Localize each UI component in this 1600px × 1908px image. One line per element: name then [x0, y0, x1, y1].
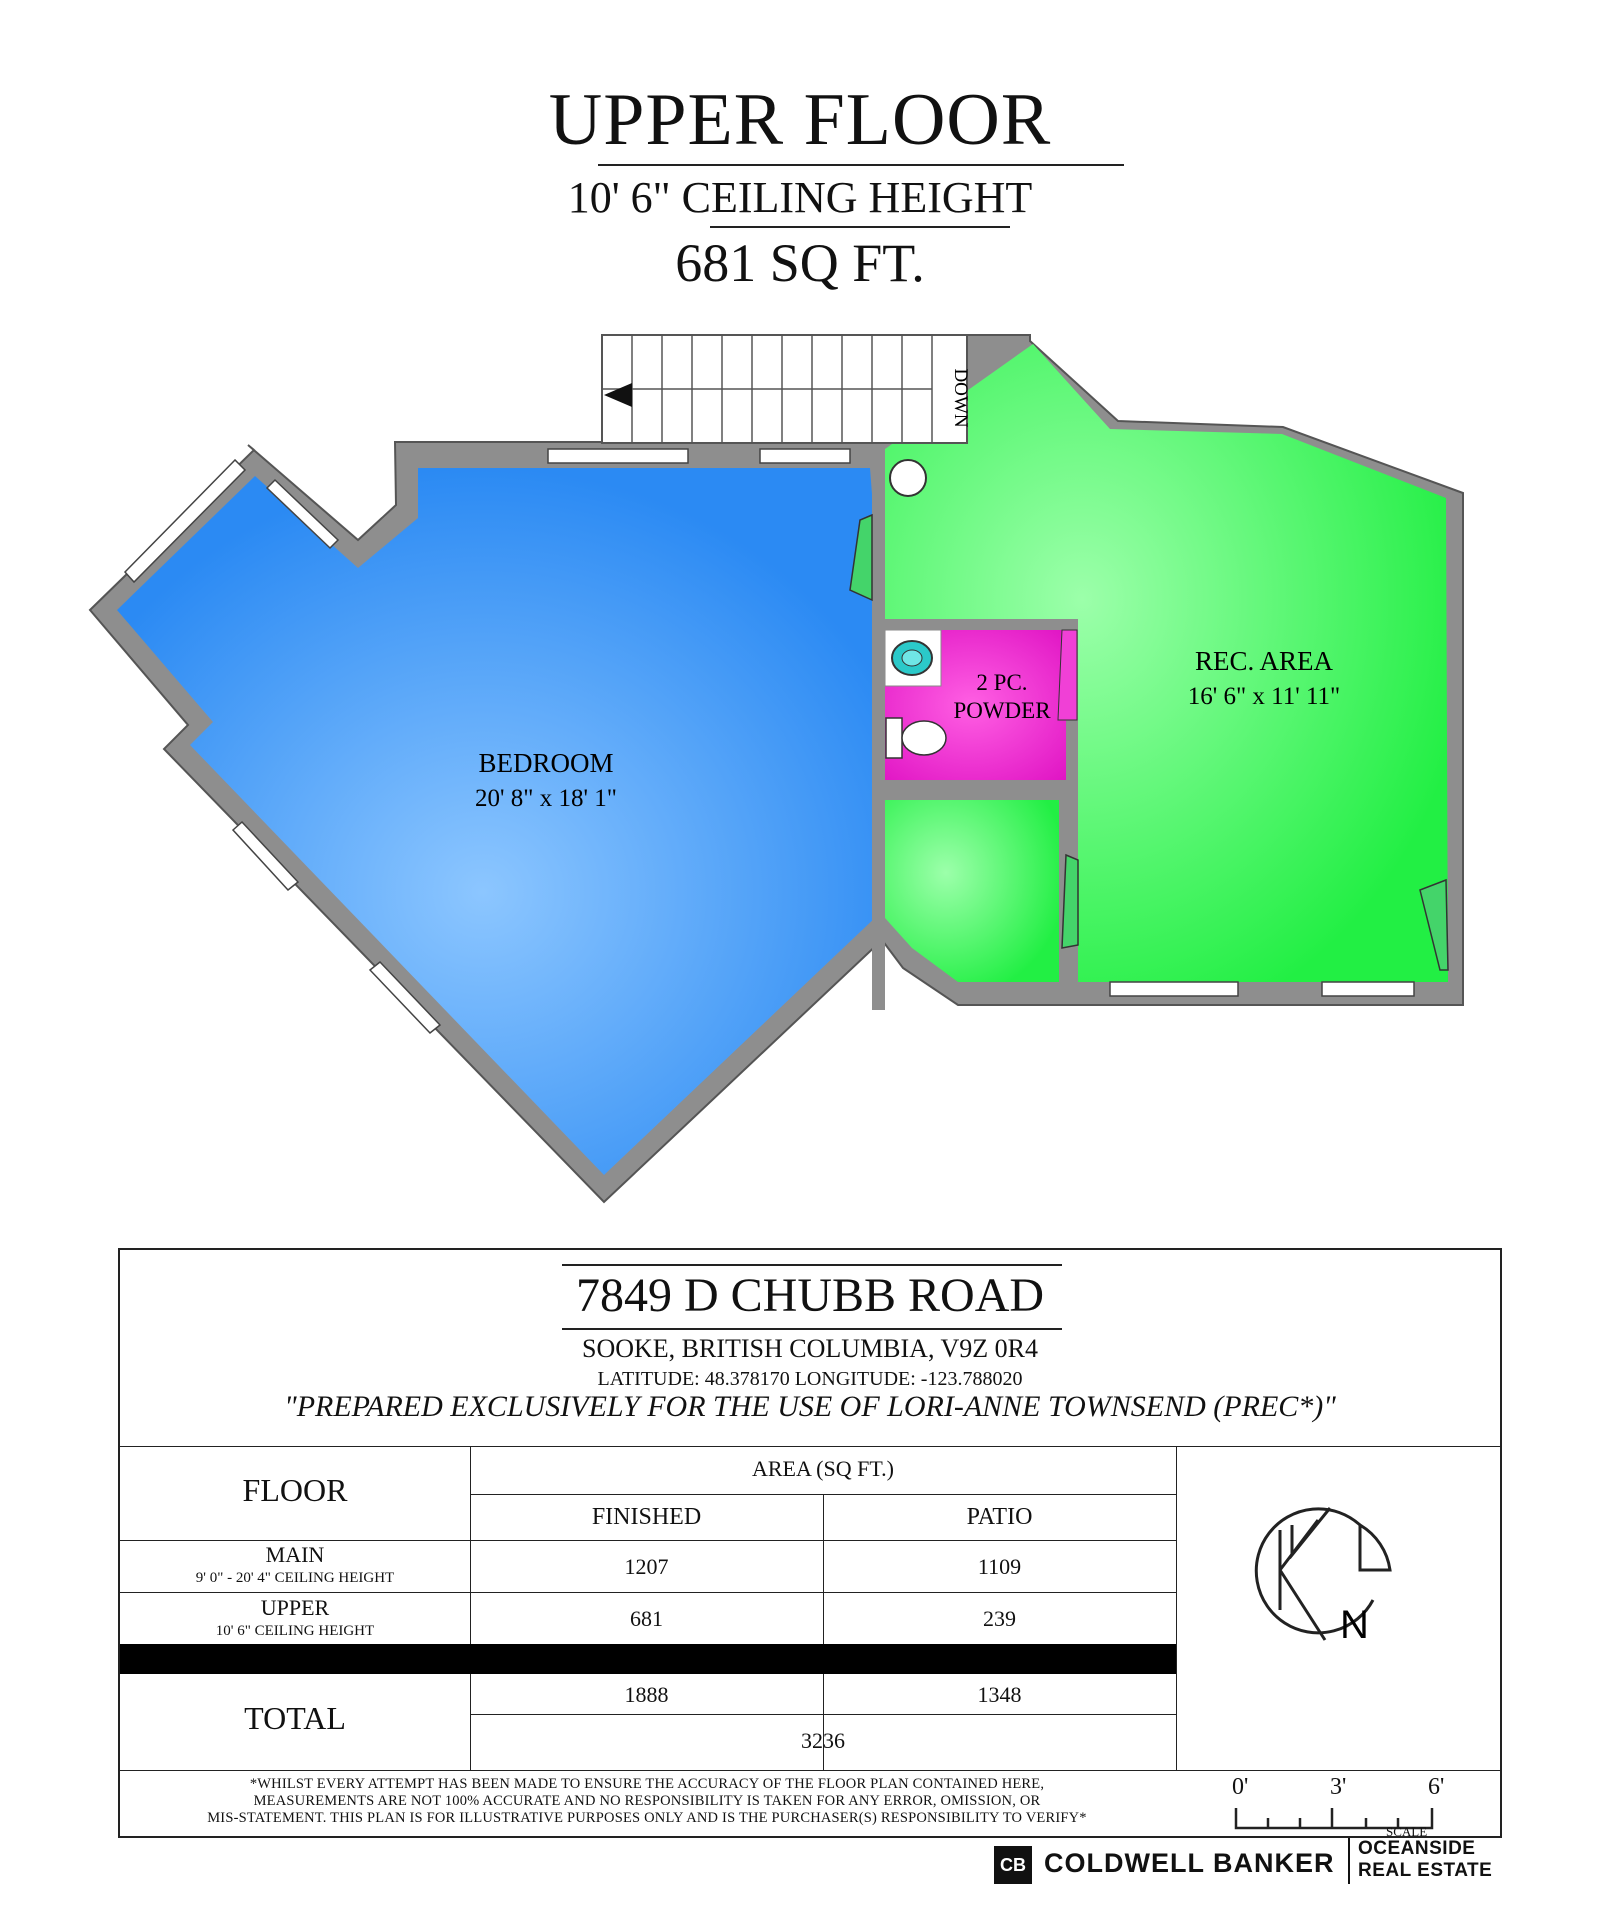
ceiling-height: 10' 6" CEILING HEIGHT: [567, 173, 1033, 222]
logo-n: N: [1340, 1603, 1369, 1647]
upper-ceiling: 10' 6" CEILING HEIGHT: [215, 1623, 375, 1639]
property-coords: LATITUDE: 48.378170 LONGITUDE: -123.788020: [597, 1368, 1023, 1390]
brand-name: COLDWELL BANKER: [1044, 1848, 1335, 1878]
floor-title: UPPER FLOOR: [548, 79, 1052, 161]
patio-header: PATIO: [966, 1504, 1033, 1530]
stairs-label: DOWN: [950, 368, 971, 428]
total-label: TOTAL: [244, 1700, 346, 1736]
brand-divider: [1348, 1838, 1350, 1884]
column: [890, 460, 926, 496]
table-separator-bar: [120, 1644, 1176, 1674]
grand-total: 3236: [801, 1728, 845, 1753]
main-floor-label: MAIN: [265, 1542, 325, 1567]
brand-sub-2: REAL ESTATE: [1358, 1860, 1493, 1881]
powder-label-1: 2 PC.: [976, 670, 1028, 695]
scale-zero: 0': [1232, 1774, 1249, 1800]
info-box: [118, 1248, 1502, 1838]
floor-plan: [0, 320, 1600, 1220]
main-patio: 1109: [977, 1554, 1022, 1579]
upper-patio: 239: [983, 1606, 1016, 1631]
disclaimer-line-1: *WHILST EVERY ATTEMPT HAS BEEN MADE TO ENSURE THE ACCURACY OF THE FLOOR PLAN CONTAINED HERE,: [249, 1776, 1045, 1792]
scale-three: 3': [1330, 1774, 1347, 1800]
ceiling-rule: [710, 226, 1010, 228]
upper-finished: 681: [630, 1606, 663, 1631]
toilet-tank-icon: [886, 718, 902, 758]
rec-area-dims: 16' 6" x 11' 11": [1187, 683, 1341, 710]
scale-label: SCALE: [1386, 1824, 1428, 1839]
finished-header: FINISHED: [591, 1504, 702, 1530]
total-patio: 1348: [977, 1682, 1022, 1707]
title-rule: [598, 164, 1124, 166]
floor-area: 681 SQ FT.: [675, 233, 925, 293]
powder-label-2: POWDER: [953, 698, 1051, 723]
total-finished: 1888: [624, 1682, 669, 1707]
bedroom-label: BEDROOM: [478, 748, 614, 778]
disclaimer-line-2: MEASUREMENTS ARE NOT 100% ACCURATE AND NO RESPONSIBILITY IS TAKEN FOR ANY ERROR, OMISSION, OR: [253, 1793, 1041, 1809]
floor-header: FLOOR: [242, 1472, 348, 1508]
bedroom-dims: 20' 8" x 18' 1": [475, 785, 617, 812]
upper-floor-label: UPPER: [260, 1595, 330, 1620]
toilet-bowl-icon: [902, 721, 946, 755]
prepared-for: "PREPARED EXCLUSIVELY FOR THE USE OF LORI-ANNE TOWNSEND (PREC*)": [284, 1390, 1336, 1423]
main-ceiling: 9' 0" - 20' 4" CEILING HEIGHT: [195, 1570, 395, 1586]
brand-sub-1: OCEANSIDE: [1358, 1838, 1476, 1859]
kln-logo: [1240, 1490, 1440, 1650]
disclaimer-line-3: MIS-STATEMENT. THIS PLAN IS FOR ILLUSTRATIVE PURPOSES ONLY AND IS THE PURCHASER(S) RESPONSIBILITY TO VERIFY*: [207, 1810, 1087, 1826]
main-finished: 1207: [624, 1554, 669, 1579]
coldwell-banker-mark-icon: CB: [994, 1846, 1032, 1884]
scale-six: 6': [1428, 1774, 1445, 1800]
rec-area-label: REC. AREA: [1194, 646, 1334, 676]
property-address: 7849 D CHUBB ROAD: [575, 1269, 1045, 1322]
area-header: AREA (SQ FT.): [752, 1456, 894, 1481]
property-city: SOOKE, BRITISH COLUMBIA, V9Z 0R4: [582, 1334, 1038, 1363]
